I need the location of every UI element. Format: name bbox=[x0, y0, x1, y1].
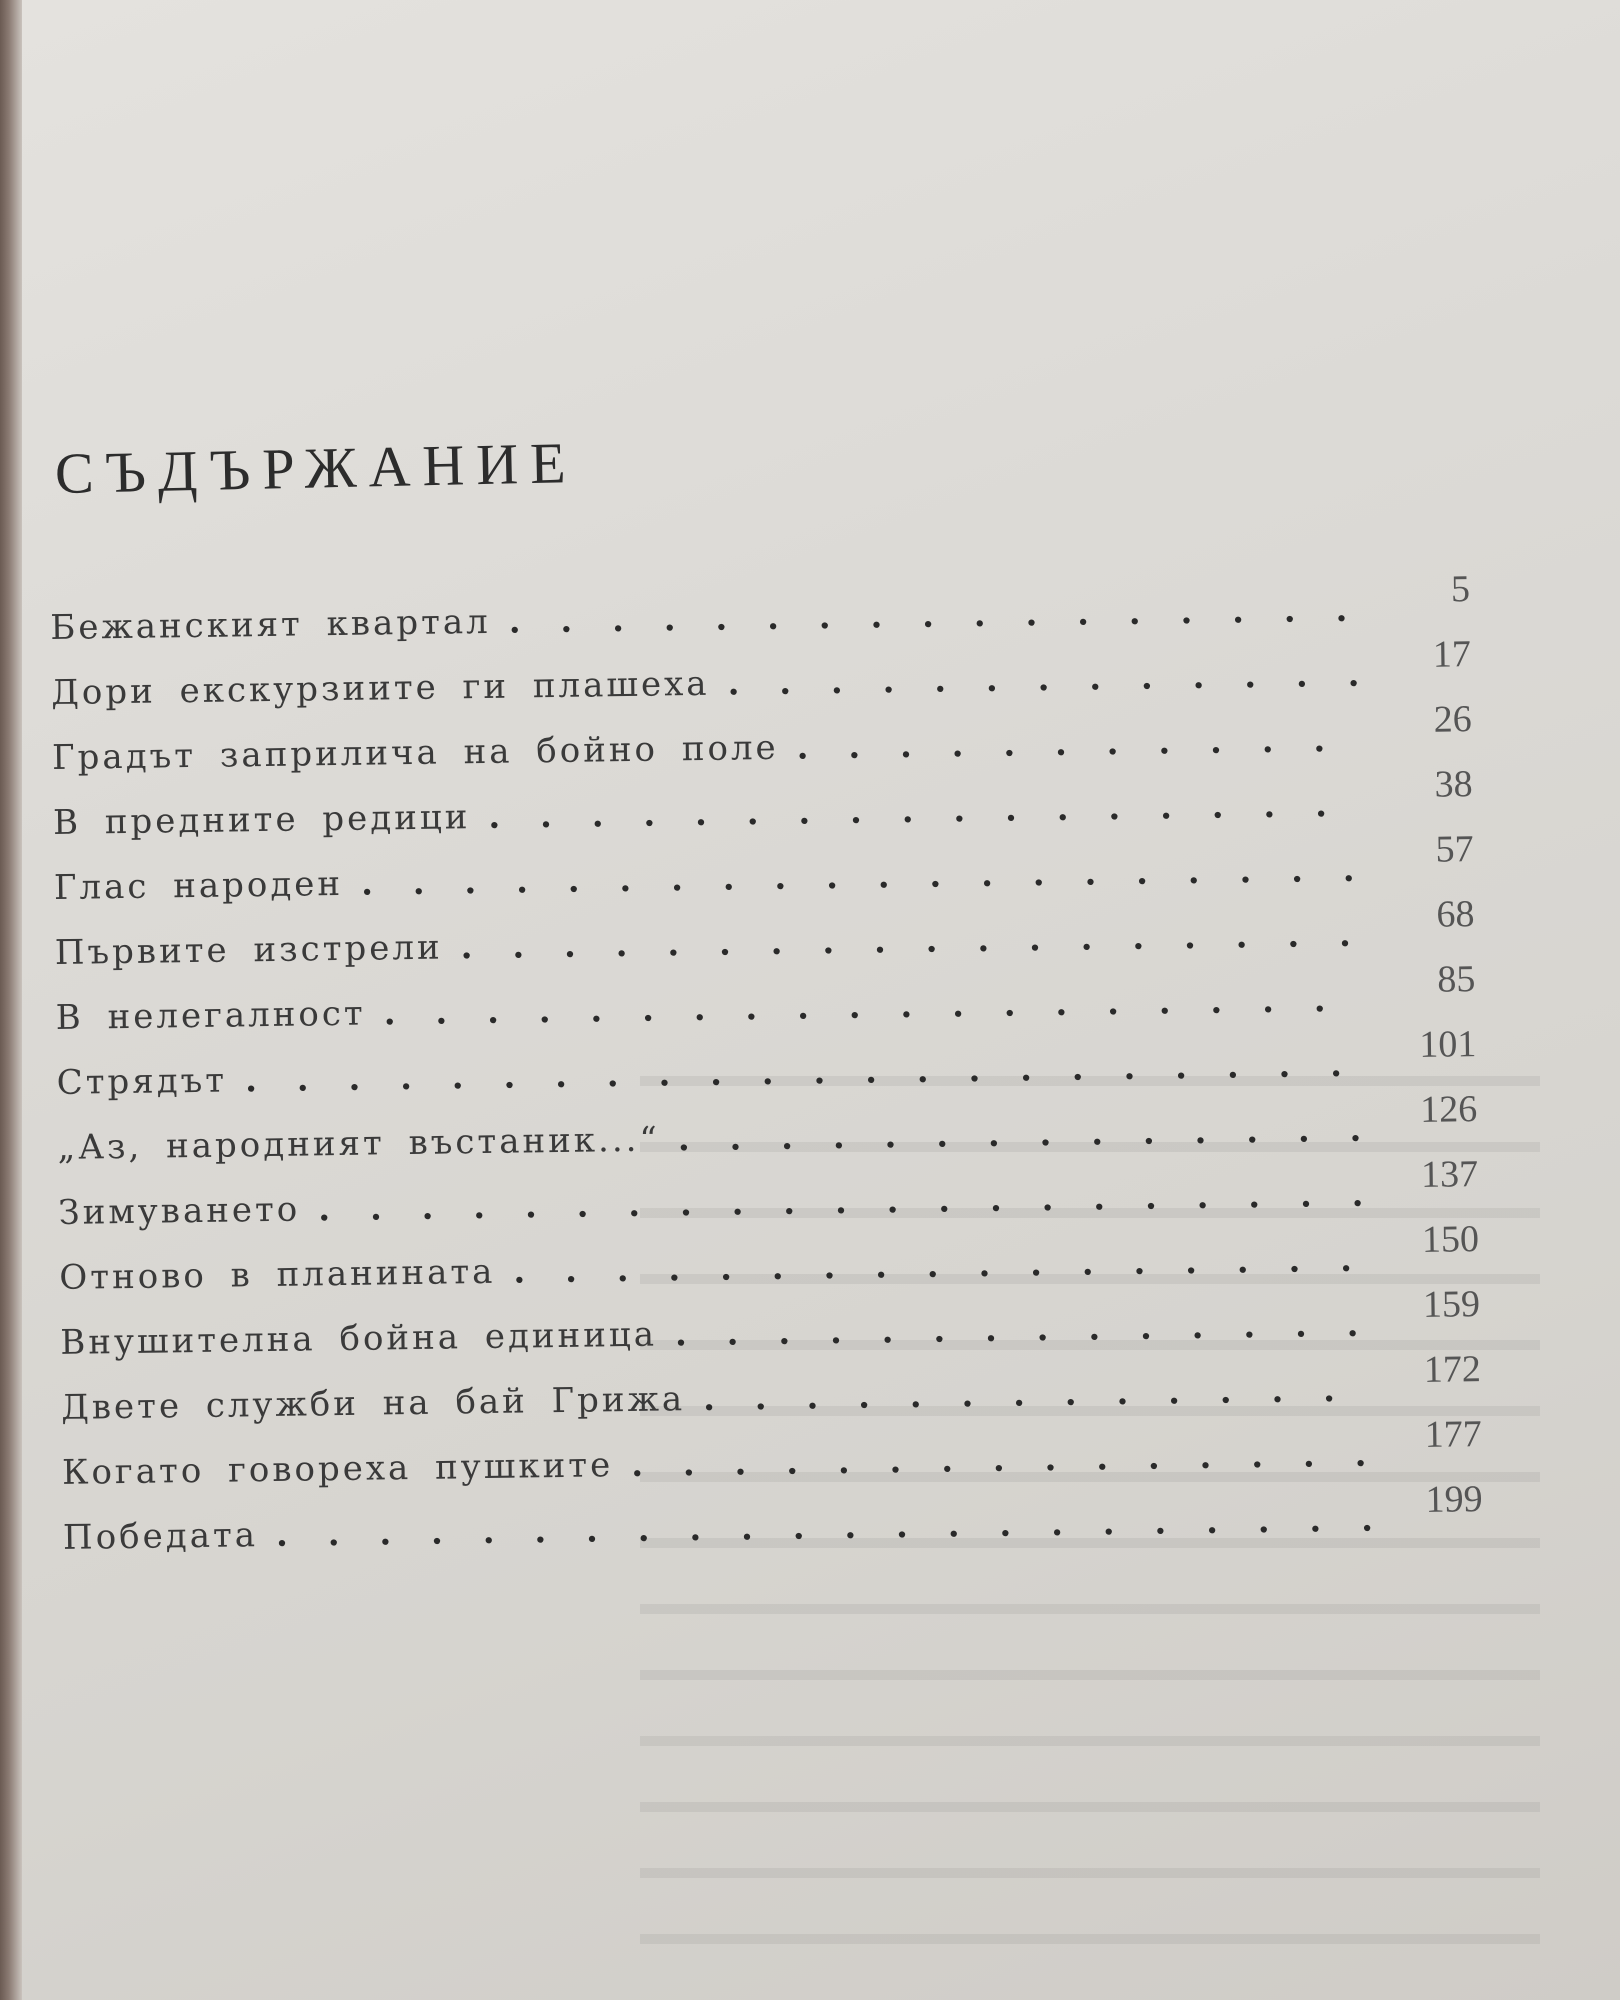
book-spine-edge bbox=[0, 0, 22, 2000]
entry-title: Двете служби на бай Грижа bbox=[60, 1379, 686, 1428]
dot-leader bbox=[508, 590, 1360, 642]
page-number: 26 bbox=[1433, 698, 1473, 741]
entry-title: Стрядът bbox=[56, 1060, 228, 1103]
dot-leader bbox=[383, 980, 1365, 1034]
dot-leader bbox=[488, 785, 1363, 837]
page-number: 57 bbox=[1435, 828, 1474, 871]
dot-leader bbox=[513, 1240, 1369, 1292]
toc-list bbox=[50, 568, 1483, 1580]
page-number: 137 bbox=[1420, 1153, 1479, 1196]
entry-title: „Аз, народният въстаник...“ bbox=[57, 1119, 661, 1168]
entry-title: Градът заприлича на бойно поле bbox=[51, 727, 779, 778]
entry-title: Глас народен bbox=[53, 863, 344, 908]
dot-leader bbox=[796, 720, 1362, 768]
page-number: 177 bbox=[1424, 1413, 1483, 1456]
entry-title: Когато говореха пушките bbox=[61, 1445, 614, 1493]
dot-leader bbox=[727, 655, 1361, 704]
dot-leader bbox=[631, 1435, 1372, 1485]
entry-title: В нелегалност bbox=[55, 993, 366, 1038]
dot-leader bbox=[703, 1370, 1372, 1419]
page-number: 159 bbox=[1422, 1283, 1481, 1326]
dot-leader bbox=[460, 915, 1365, 968]
page-number: 101 bbox=[1418, 1023, 1477, 1066]
page-number: 199 bbox=[1425, 1478, 1483, 1521]
dot-leader bbox=[675, 1305, 1371, 1355]
entry-title: Първите изстрели bbox=[54, 927, 443, 973]
entry-title: Бежанският квартал bbox=[50, 601, 492, 648]
page-number: 172 bbox=[1423, 1348, 1482, 1391]
entry-title: Зимуването bbox=[58, 1189, 301, 1233]
entry-title: Отново в планината bbox=[59, 1251, 496, 1298]
entry-title: Дори екскурзиите ги плашеха bbox=[50, 663, 710, 713]
entry-title: В предните редици bbox=[52, 797, 471, 843]
entry-title: Внушителна бойна единица bbox=[60, 1314, 658, 1363]
page-number: 68 bbox=[1436, 893, 1475, 936]
dot-leader bbox=[361, 850, 1364, 904]
entry-title: Победата bbox=[62, 1515, 259, 1558]
page-number: 126 bbox=[1419, 1088, 1478, 1131]
page-number: 85 bbox=[1437, 958, 1476, 1001]
page-number: 17 bbox=[1432, 633, 1472, 676]
page-number: 150 bbox=[1421, 1218, 1480, 1261]
toc-title: СЪДЪРЖАНИЕ bbox=[54, 430, 579, 506]
page-number: 38 bbox=[1434, 763, 1473, 806]
page-number: 5 bbox=[1450, 568, 1471, 611]
dot-leader bbox=[678, 1110, 1368, 1160]
